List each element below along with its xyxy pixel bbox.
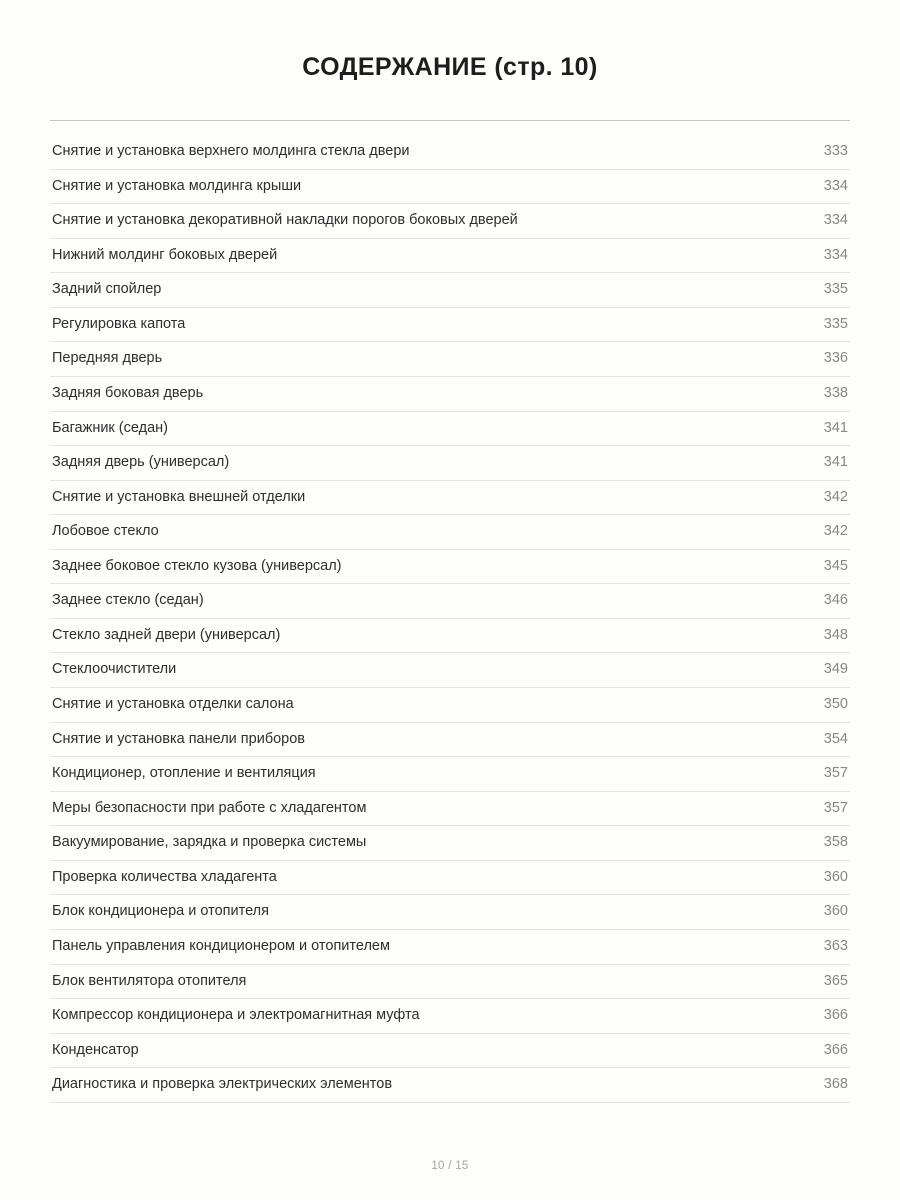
toc-entry-page-number: 341 — [823, 454, 848, 471]
toc-entry-label: Заднее стекло (седан) — [52, 592, 204, 609]
toc-entry-page-number: 365 — [823, 972, 848, 989]
toc-entry[interactable] — [50, 239, 850, 274]
toc-entry-page-number: 357 — [823, 799, 848, 816]
toc-entry-page-number: 333 — [823, 143, 848, 159]
toc-entry[interactable] — [50, 723, 850, 758]
toc-entry-label: Задняя боковая дверь — [52, 384, 204, 401]
toc-entry-page-number: 342 — [823, 523, 848, 540]
toc-entry[interactable] — [50, 930, 850, 965]
toc-entry-page-number: 360 — [823, 868, 848, 885]
toc-entry[interactable] — [50, 1068, 850, 1103]
toc-entry-page-number: 341 — [823, 419, 848, 436]
toc-entry[interactable] — [50, 1034, 850, 1069]
toc-entry[interactable] — [50, 170, 850, 205]
toc-entry[interactable] — [50, 308, 850, 343]
toc-entry-label: Нижний молдинг боковых дверей — [52, 246, 278, 263]
toc-entry-page-number: 366 — [823, 1041, 848, 1058]
toc-entry-label: Компрессор кондиционера и электромагнитная муфта — [52, 1007, 420, 1024]
toc-entry-page-number: 346 — [823, 592, 848, 609]
toc-entry-label: Панель управления кондиционером и отопителем — [52, 937, 390, 954]
toc-entry-page-number: 342 — [823, 488, 848, 505]
table-of-contents — [50, 135, 850, 1103]
toc-entry[interactable] — [50, 619, 850, 654]
toc-entry-page-number: 363 — [823, 937, 848, 954]
toc-entry[interactable] — [50, 135, 850, 170]
toc-entry-label: Диагностика и проверка электрических элементов — [52, 1076, 393, 1093]
toc-entry-label: Лобовое стекло — [52, 523, 159, 540]
toc-entry-page-number: 335 — [823, 281, 848, 298]
toc-entry-label: Задняя дверь (универсал) — [52, 454, 230, 471]
toc-entry[interactable] — [50, 515, 850, 550]
toc-entry[interactable] — [50, 965, 850, 1000]
toc-entry-label: Стекло задней двери (универсал) — [52, 626, 281, 643]
toc-entry[interactable] — [50, 204, 850, 239]
toc-entry-label: Стеклоочистители — [52, 661, 177, 678]
toc-entry-page-number: 357 — [823, 765, 848, 782]
toc-entry-page-number: 366 — [823, 1007, 848, 1024]
toc-entry[interactable] — [50, 688, 850, 723]
toc-entry-page-number: 360 — [823, 903, 848, 920]
toc-entry[interactable] — [50, 481, 850, 516]
toc-entry-page-number: 345 — [823, 557, 848, 574]
toc-entry[interactable] — [50, 273, 850, 308]
toc-entry-label: Передняя дверь — [52, 350, 163, 367]
toc-entry-label: Снятие и установка декоративной накладки порогов боковых дверей — [52, 212, 518, 229]
toc-entry[interactable] — [50, 999, 850, 1034]
toc-entry-page-number: 354 — [823, 730, 848, 747]
toc-entry-label: Снятие и установка молдинга крыши — [52, 177, 302, 194]
toc-entry[interactable] — [50, 653, 850, 688]
toc-entry[interactable] — [50, 550, 850, 585]
toc-entry-label: Заднее боковое стекло кузова (универсал) — [52, 557, 342, 574]
toc-entry-page-number: 348 — [823, 626, 848, 643]
toc-entry-page-number: 335 — [823, 315, 848, 332]
toc-entry-label: Вакуумирование, зарядка и проверка системы — [52, 834, 367, 851]
toc-entry-label: Снятие и установка панели приборов — [52, 730, 306, 747]
toc-entry-page-number: 334 — [823, 177, 848, 194]
toc-entry-label: Регулировка капота — [52, 315, 186, 332]
toc-entry-label: Кондиционер, отопление и вентиляция — [52, 765, 316, 782]
toc-entry-label: Блок вентилятора отопителя — [52, 972, 247, 989]
toc-entry[interactable] — [50, 584, 850, 619]
toc-entry-page-number: 334 — [823, 212, 848, 229]
page-title: СОДЕРЖАНИЕ (стр. 10) — [302, 53, 598, 81]
toc-entry-page-number: 334 — [823, 246, 848, 263]
toc-entry-label: Снятие и установка внешней отделки — [52, 488, 306, 505]
toc-entry[interactable] — [50, 412, 850, 447]
toc-entry-page-number: 358 — [823, 834, 848, 851]
toc-entry-page-number: 368 — [823, 1076, 848, 1093]
toc-entry[interactable] — [50, 895, 850, 930]
toc-entry[interactable] — [50, 861, 850, 896]
toc-entry-page-number: 350 — [823, 696, 848, 712]
toc-entry-page-number: 336 — [823, 350, 848, 367]
toc-entry[interactable] — [50, 446, 850, 481]
toc-entry-label: Блок кондиционера и отопителя — [52, 903, 269, 920]
toc-entry[interactable] — [50, 757, 850, 792]
toc-entry-page-number: 338 — [823, 384, 848, 401]
toc-entry-label: Багажник (седан) — [52, 419, 168, 436]
toc-entry[interactable] — [50, 792, 850, 827]
toc-entry-label: Меры безопасности при работе с хладагентом — [52, 799, 367, 816]
toc-entry-label: Конденсатор — [52, 1041, 139, 1058]
toc-entry[interactable] — [50, 377, 850, 412]
toc-entry[interactable] — [50, 342, 850, 377]
toc-entry-label: Задний спойлер — [52, 281, 162, 298]
toc-entry-label: Снятие и установка отделки салона — [52, 696, 294, 712]
title-divider — [50, 120, 850, 121]
toc-entry[interactable] — [50, 826, 850, 861]
page-footer: 10 / 15 — [431, 1160, 469, 1172]
toc-entry-label: Снятие и установка верхнего молдинга стекла двери — [52, 143, 410, 159]
toc-entry-page-number: 349 — [823, 661, 848, 678]
toc-entry-label: Проверка количества хладагента — [52, 868, 277, 885]
